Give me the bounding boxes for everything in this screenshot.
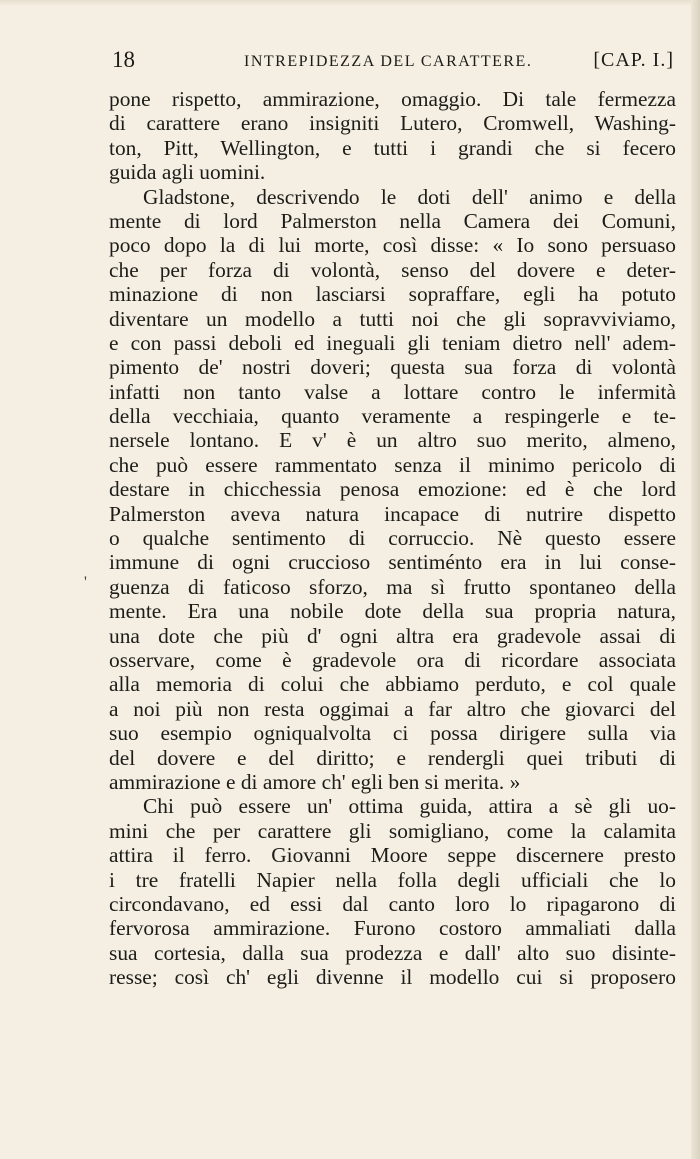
text-line: nersele lontano. E v' è un altro suo merito, almeno,: [109, 428, 676, 453]
text-line: o qualche sentimento di corruccio. Nè questo essere: [109, 526, 676, 551]
text-line: Palmerston aveva natura incapace di nutrire dispetto: [109, 501, 676, 526]
paragraph-first-line: Chi può essere un' ottima guida, attira a sè gli uo-: [143, 794, 676, 819]
running-header: [109, 47, 676, 77]
text-line: a noi più non resta oggimai a far altro che giovarci del: [109, 696, 676, 721]
running-title: INTREPIDEZZA DEL CARATTERE.: [244, 53, 533, 70]
text-line: diventare un modello a tutti noi che gli sopravviviamo,: [109, 306, 676, 331]
text-line: mente di lord Palmerston nella Camera dei Comuni,: [109, 208, 676, 233]
text-line: del dovere e del diritto; e rendergli quei tributi di: [109, 745, 676, 770]
text-line: destare in chicchessia penosa emozione: ed è che lord: [109, 477, 676, 502]
text-line: minazione di non lasciarsi sopraffare, egli ha potuto: [109, 282, 676, 307]
text-line: resse; così ch' egli divenne il modello cui si proposero: [109, 965, 676, 990]
text-line: una dote che più d' ogni altra era gradevole assai di: [109, 623, 676, 648]
text-line: guida agli uomini.: [109, 160, 266, 185]
text-line: ton, Pitt, Wellington, e tutti i grandi che si fecero: [109, 135, 676, 160]
text-line: fervorosa ammirazione. Furono costoro ammaliati dalla: [109, 916, 676, 941]
text-line: mini che per carattere gli somigliano, come la calamita: [109, 818, 676, 843]
page-top-shadow: [0, 0, 700, 6]
margin-mark: ': [84, 574, 87, 591]
body-text: [109, 87, 676, 989]
text-line: osservare, come è gradevole ora di ricordare associata: [109, 647, 676, 672]
text-line: della vecchiaia, quanto veramente a respingerle e te-: [109, 404, 676, 429]
text-line: pimento de' nostri doveri; questa sua forza di volontà: [109, 355, 676, 380]
paragraph-first-line: Gladstone, descrivendo le doti dell' animo e della: [143, 184, 676, 209]
text-line: poco dopo la di lui morte, così disse: « Io sono persuaso: [109, 233, 676, 258]
text-line: che per forza di volontà, senso del dovere e deter-: [109, 257, 676, 282]
page-edge: [691, 0, 700, 1159]
text-line: circondavano, ed essi dal canto loro lo ripagarono di: [109, 891, 676, 916]
text-line: i tre fratelli Napier nella folla degli ufficiali che lo: [109, 867, 676, 892]
page-number: 18: [112, 47, 135, 72]
text-line: alla memoria di colui che abbiamo perduto, e col quale: [109, 672, 676, 697]
text-line: guenza di faticoso sforzo, ma sì frutto spontaneo della: [109, 574, 676, 599]
text-line: immune di ogni cruccioso sentiménto era in lui conse-: [109, 550, 676, 575]
text-line: pone rispetto, ammirazione, omaggio. Di tale fermezza: [109, 87, 676, 111]
text-line: sua cortesia, dalla sua prodezza e dall' alto suo disinte-: [109, 940, 676, 965]
text-line: infatti non tanto valse a lottare contro le infermità: [109, 379, 676, 404]
text-line: attira il ferro. Giovanni Moore seppe discernere presto: [109, 843, 676, 868]
chapter-label: [CAP. I.]: [593, 49, 674, 71]
text-line: suo esempio ogniqualvolta ci possa dirigere sulla via: [109, 721, 676, 746]
text-line: e con passi deboli ed ineguali gli teniam dietro nell' adem-: [109, 330, 676, 355]
text-line: che può essere rammentato senza il minimo pericolo di: [109, 452, 676, 477]
text-line: di carattere erano insigniti Lutero, Cromwell, Washing-: [109, 111, 676, 136]
text-line: ammirazione e di amore ch' egli ben si merita. »: [109, 769, 521, 794]
text-line: mente. Era una nobile dote della sua propria natura,: [109, 599, 676, 624]
